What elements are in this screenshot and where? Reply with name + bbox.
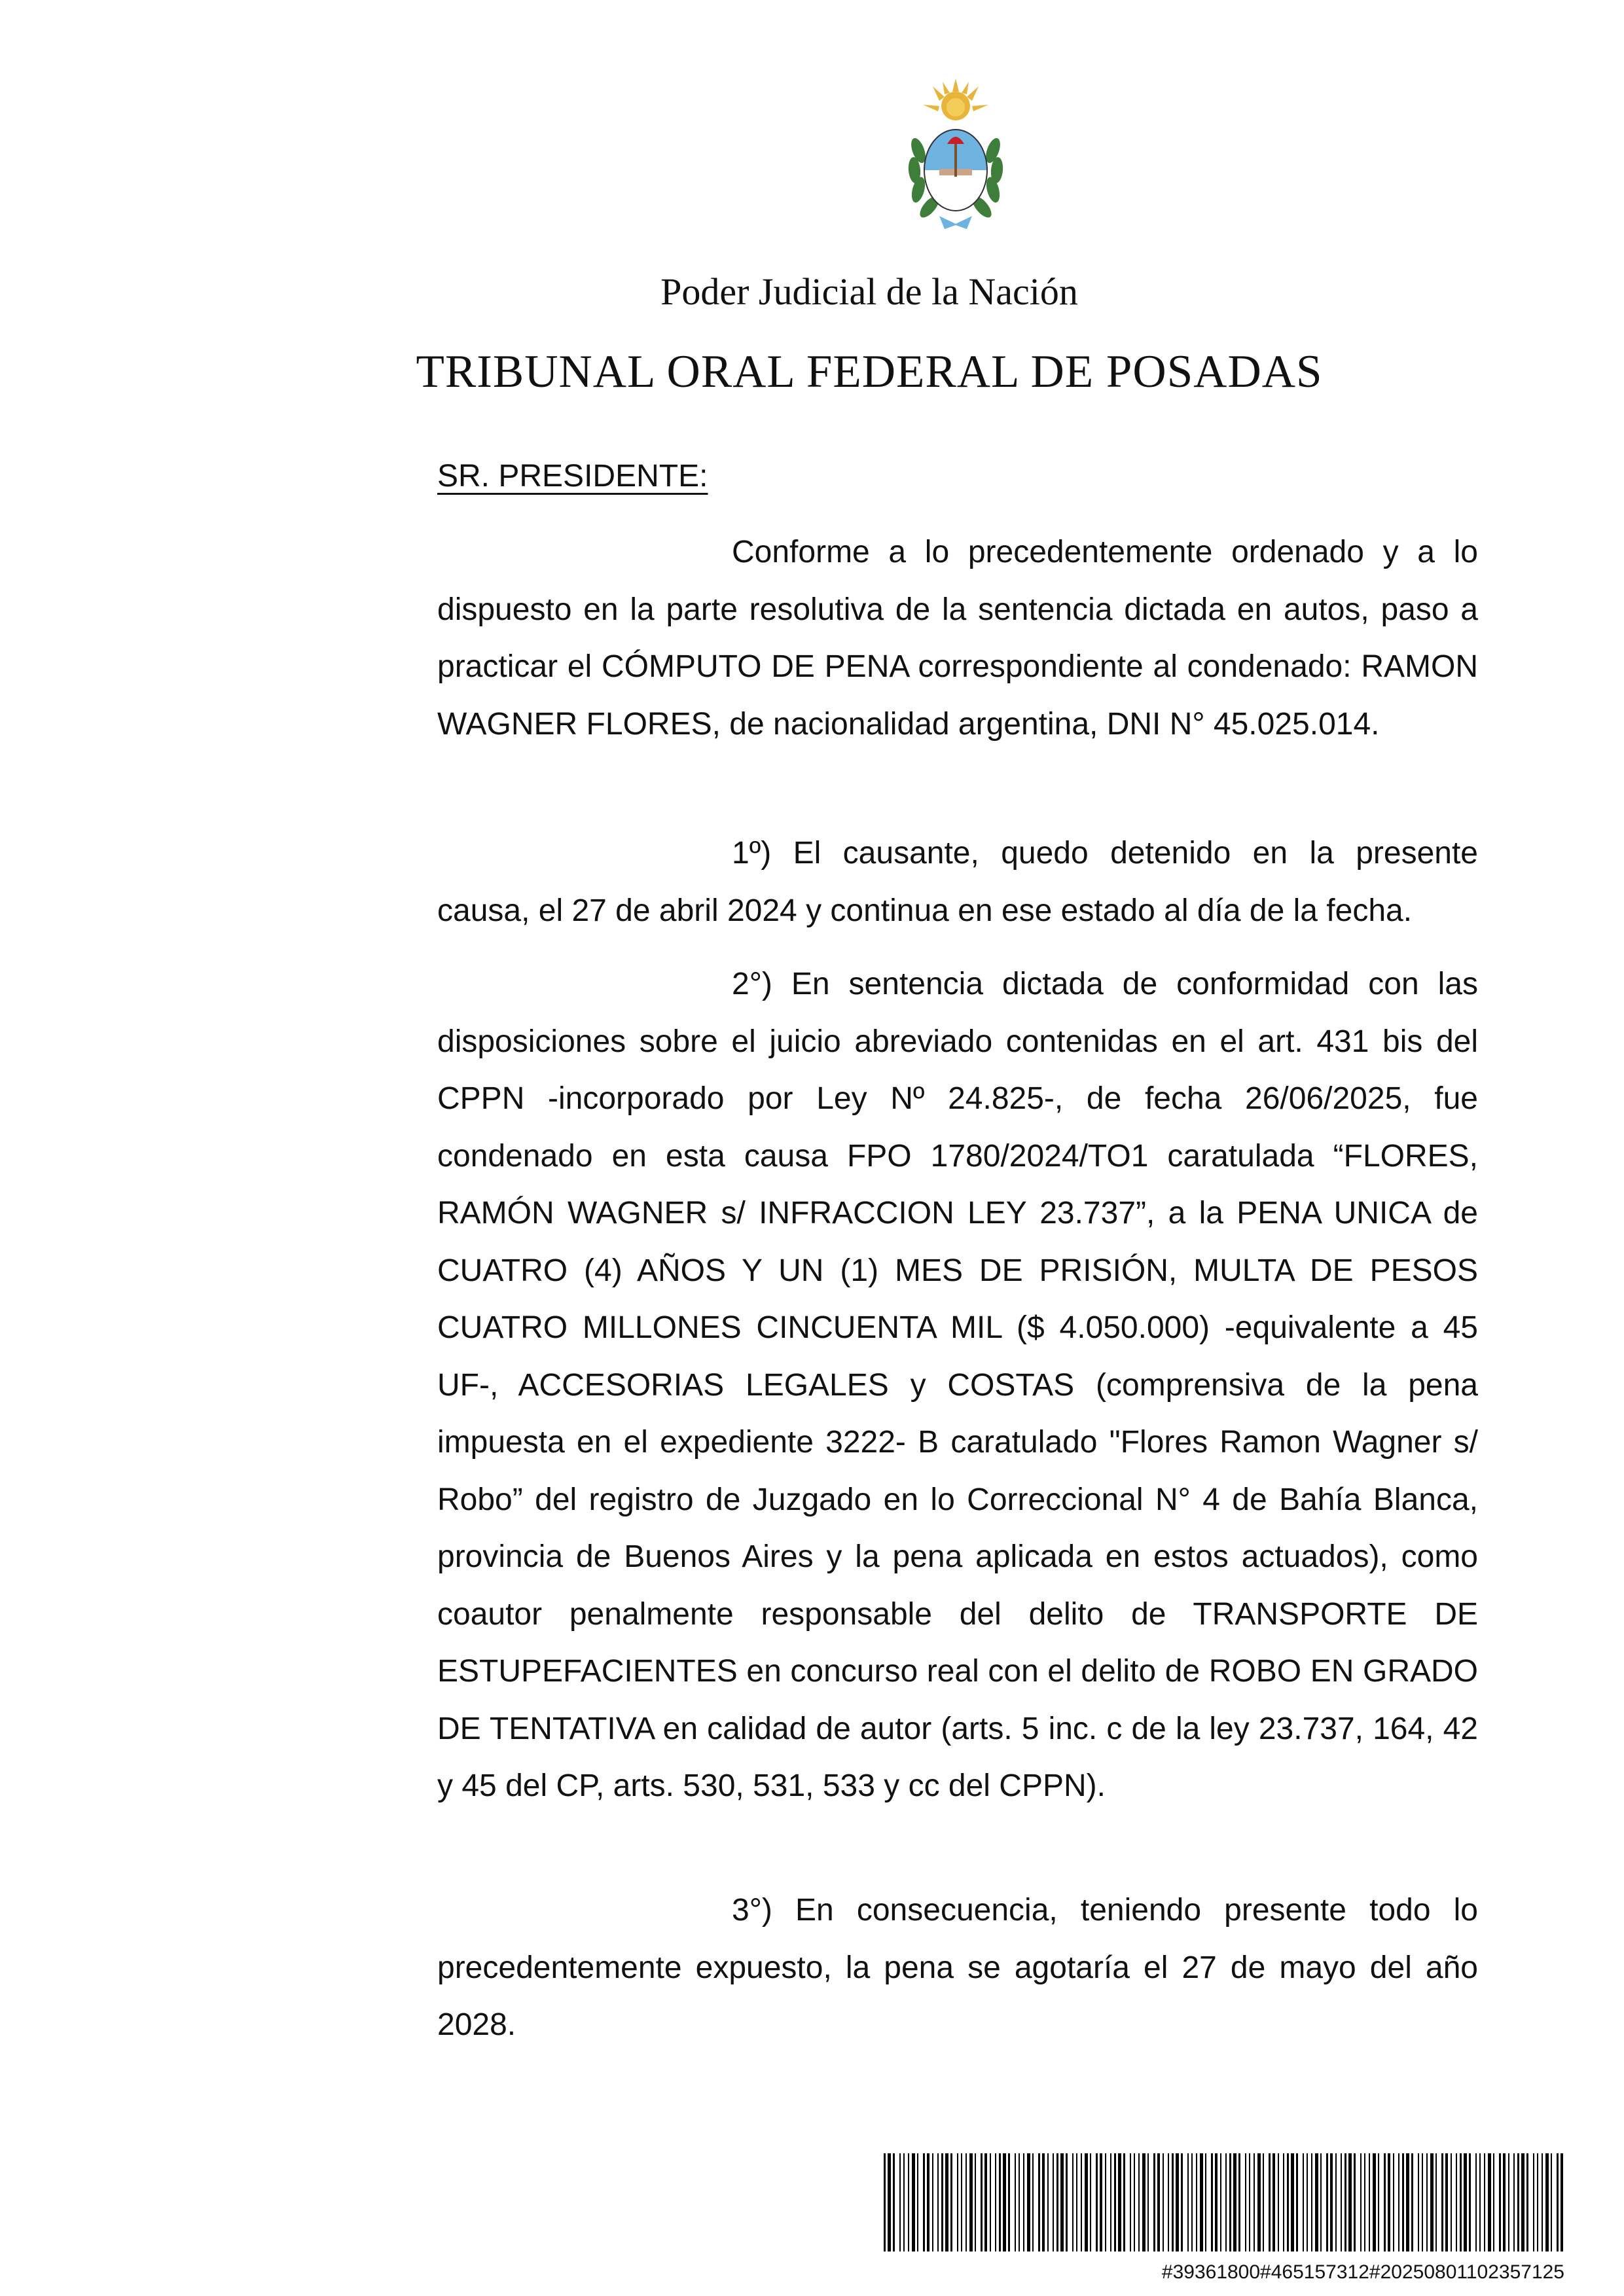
barcode-number: #39361800#465157312#20250801102357125: [1161, 2261, 1564, 2283]
institution-name: Poder Judicial de la Nación: [660, 270, 1078, 313]
coat-of-arms-emblem: [893, 79, 1018, 236]
paragraph-second: 2°) En sentencia dictada de conformidad con las disposiciones sobre el juicio abreviado contenidas en el art. 431 bis del CPPN -incorporado por Ley Nº 24.825-, de fecha 26/06/2025, fue condenado en esta causa FPO 1780/2024/TO1 caratulada “FLORES, RAMÓN WAGNER s/ INFRACCION LEY 23.737”, a la PENA UNICA de CUATRO (4) AÑOS Y UN (1) MES DE PRISIÓN, MULTA DE PESOS CUATRO MILLONES CINCUENTA MIL ($ 4.050.000) -equivalente a 45 UF-, ACCESORIAS LEGALES y COSTAS (comprensiva de la pena impuesta en el expediente 3222- B caratulado "Flores Ramon Wagner s/ Robo” del registro de Juzgado en lo Correccional N° 4 de Bahía Blanca, provincia de Buenos Aires y la pena aplicada en estos actuados), como coautor penalmente responsable del delito de TRANSPORTE DE ESTUPEFACIENTES en concurso real con el delito de ROBO EN GRADO DE TENTATIVA en calidad de autor (arts. 5 inc. c de la ley 23.737, 164, 42 y 45 del CP, arts. 530, 531, 533 y cc del CPPN).: [437, 967, 1478, 1803]
barcode: [884, 2153, 1564, 2251]
paragraph-first: 1º) El causante, quedo detenido en la presente causa, el 27 de abril 2024 y continua en ese estado al día de la fecha.: [437, 836, 1478, 928]
paragraph-third: 3°) En consecuencia, teniendo presente todo lo precedentemente expuesto, la pena se agotaría el 27 de mayo del año 2028.: [437, 1893, 1478, 2042]
salutation: SR. PRESIDENTE:: [437, 459, 708, 493]
court-name: TRIBUNAL ORAL FEDERAL DE POSADAS: [416, 346, 1323, 397]
paragraph-intro: Conforme a lo precedentemente ordenado y a lo dispuesto en la parte resolutiva de la sentencia dictada en autos, paso a practicar el CÓMPUTO DE PENA correspondiente al condenado: RAMON WAGNER FLORES, de nacionalidad argentina, DNI N° 45.025.014.: [437, 535, 1478, 742]
